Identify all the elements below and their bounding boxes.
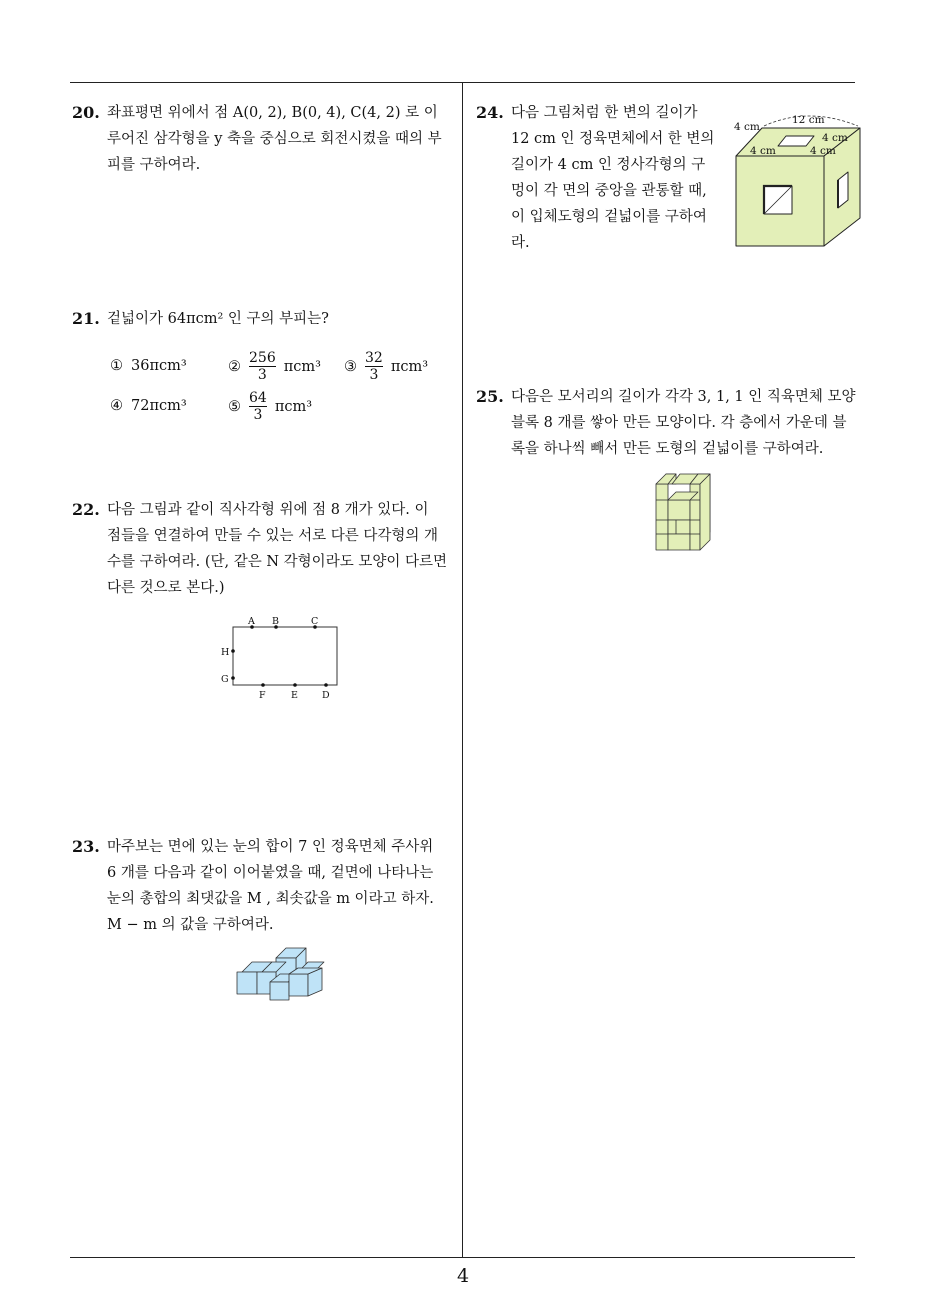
page-number: 4 <box>456 1265 470 1287</box>
problem-25 <box>476 384 862 462</box>
choice-3[interactable] <box>344 350 428 383</box>
choice-2[interactable] <box>228 350 321 383</box>
point-g <box>231 676 235 680</box>
fraction <box>249 350 276 383</box>
point-h <box>231 649 235 653</box>
block-front-face <box>668 500 690 520</box>
choice-4[interactable] <box>110 398 187 414</box>
choice-1[interactable] <box>110 358 187 374</box>
hollow-cube-figure <box>728 108 864 250</box>
choice-unit: πcm³ <box>274 398 313 415</box>
label-4cm-right: 4 cm <box>822 132 848 144</box>
point-e <box>293 683 297 687</box>
problem-20 <box>72 100 458 178</box>
die-front-face <box>237 972 257 994</box>
block-front-face <box>668 534 690 550</box>
numerator: 256 <box>249 350 276 366</box>
point-d <box>324 683 328 687</box>
label-c: C <box>311 616 319 627</box>
label-h: H <box>221 647 230 658</box>
point-f <box>261 683 265 687</box>
denominator: 3 <box>253 407 263 423</box>
problem-line: 피를 구하여라. <box>107 157 201 173</box>
problem-number: 22. <box>72 500 100 519</box>
problem-line: 루어진 삼각형을 y 축을 중심으로 회전시켰을 때의 부 <box>107 131 442 147</box>
denominator: 3 <box>257 367 267 383</box>
numerator: 32 <box>365 350 383 366</box>
problem-line: 다음 그림처럼 한 변의 길이가 <box>511 105 698 121</box>
label-e: E <box>291 690 298 701</box>
choice-mark: ② <box>228 358 241 375</box>
problem-line: 길이가 4 cm 인 정사각형의 구 <box>511 157 706 173</box>
choice-unit: πcm³ <box>283 358 321 375</box>
label-4cm-bottom-right: 4 cm <box>810 145 836 157</box>
dice-figure <box>230 944 330 1004</box>
label-4cm-left: 4 cm <box>734 121 760 133</box>
problem-number: 25. <box>476 387 504 406</box>
label-g: G <box>221 674 229 685</box>
block-side-face <box>700 474 710 550</box>
problem-line: 다음은 모서리의 길이가 각각 3, 1, 1 인 직육면체 모양 <box>511 389 856 405</box>
die-front-face <box>289 974 308 996</box>
label-b: B <box>272 616 279 627</box>
fraction <box>249 390 267 423</box>
label-12cm: 12 cm <box>792 114 825 126</box>
block-front-face <box>656 484 668 550</box>
footer-rule <box>70 1257 855 1258</box>
problem-line: 멍이 각 면의 중앙을 관통할 때, <box>511 183 707 199</box>
problem-21 <box>72 306 458 332</box>
choice-mark: ① <box>110 358 123 374</box>
rectangle-points-figure <box>215 612 350 704</box>
block-front-face <box>668 520 690 534</box>
problem-line: 6 개를 다음과 같이 이어붙였을 때, 겉면에 나타나는 <box>107 865 434 881</box>
choice-5[interactable] <box>228 390 312 423</box>
problem-line: 마주보는 면에 있는 눈의 합이 7 인 정육면체 주사위 <box>107 839 434 855</box>
problem-line: 록을 하나씩 빼서 만든 도형의 겉넓이를 구하여라. <box>511 441 824 457</box>
problem-number: 24. <box>476 103 504 122</box>
label-d: D <box>322 690 330 701</box>
problem-line: 블록 8 개를 쌓아 만든 모양이다. 각 층에서 가운데 블 <box>511 415 847 431</box>
problem-line: 겉넓이가 64πcm² 인 구의 부피는? <box>107 311 329 327</box>
block-stack-figure <box>652 470 716 554</box>
problem-line: 수를 구하여라. (단, 같은 N 각형이라도 모양이 다르면 <box>107 554 447 570</box>
problem-22 <box>72 497 458 601</box>
problem-23 <box>72 834 458 938</box>
problem-number: 21. <box>72 309 100 328</box>
denominator: 3 <box>369 367 379 383</box>
problem-line: 이 입체도형의 겉넓이를 구하여 <box>511 209 707 225</box>
choice-text: 36πcm³ <box>131 358 187 374</box>
problem-line: 눈의 총합의 최댓값을 M , 최솟값을 m 이라고 하자. <box>107 891 434 907</box>
problem-line: 다른 것으로 본다.) <box>107 580 225 596</box>
choice-unit: πcm³ <box>390 358 429 375</box>
label-4cm-bottom-left: 4 cm <box>750 145 776 157</box>
problem-number: 20. <box>72 103 100 122</box>
problem-number: 23. <box>72 837 100 856</box>
fraction <box>365 350 383 383</box>
label-f: F <box>259 690 266 701</box>
problem-line: 다음 그림과 같이 직사각형 위에 점 8 개가 있다. 이 <box>107 502 429 518</box>
choice-mark: ③ <box>344 358 357 375</box>
problem-line: 좌표평면 위에서 점 A(0, 2), B(0, 4), C(4, 2) 로 이 <box>107 105 438 121</box>
label-a: A <box>248 616 255 627</box>
numerator: 64 <box>249 390 267 406</box>
problem-line: M − m 의 값을 구하여라. <box>107 917 274 933</box>
die-front-face <box>270 982 289 1000</box>
choice-mark: ④ <box>110 398 123 414</box>
choice-text: 72πcm³ <box>131 398 187 414</box>
choice-mark: ⑤ <box>228 398 241 415</box>
rectangle <box>233 627 337 685</box>
problem-line: 라. <box>511 235 530 251</box>
problem-24 <box>476 100 726 256</box>
problem-line: 12 cm 인 정육면체에서 한 변의 <box>511 131 715 147</box>
column-divider <box>462 82 463 1257</box>
problem-line: 점들을 연결하여 만들 수 있는 서로 다른 다각형의 개 <box>107 528 439 544</box>
